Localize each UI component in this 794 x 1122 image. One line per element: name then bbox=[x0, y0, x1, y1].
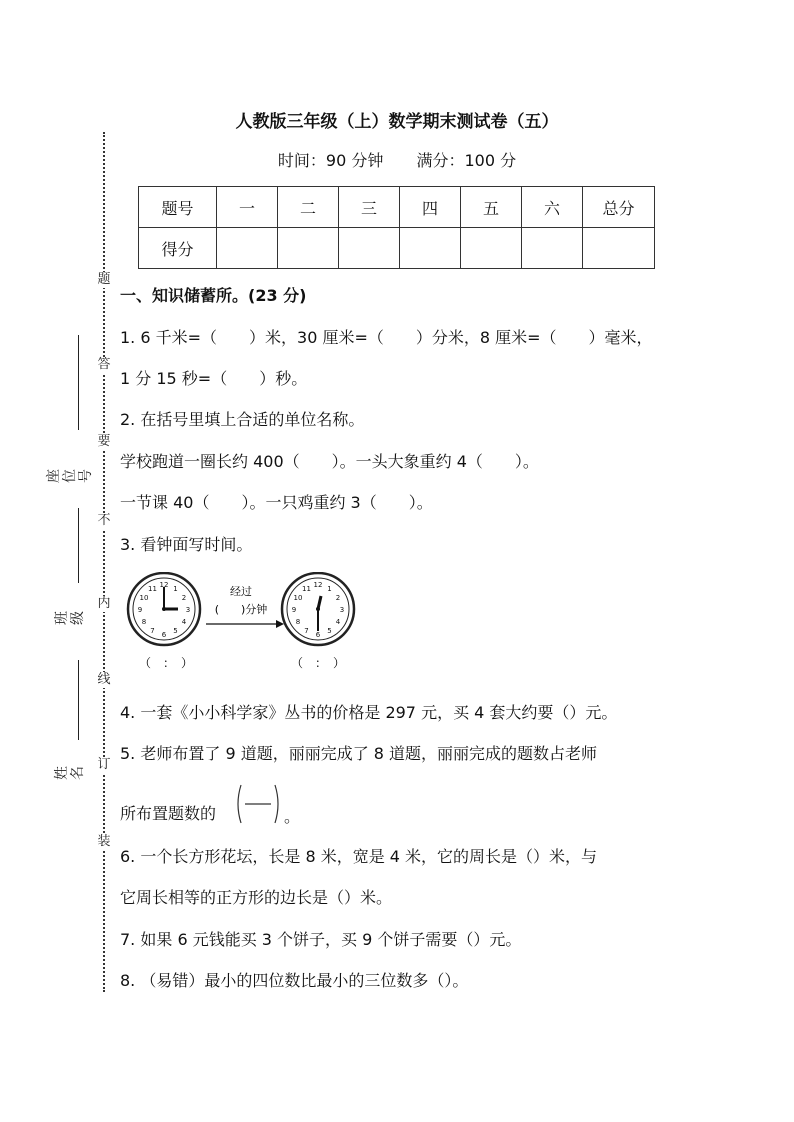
svg-text:11: 11 bbox=[302, 585, 311, 593]
clock-answer-left[interactable]: （ ： ） bbox=[138, 656, 194, 670]
score-input-cell[interactable] bbox=[461, 228, 522, 269]
svg-text:1: 1 bbox=[173, 585, 178, 593]
margin-hint-char: 内 bbox=[97, 596, 111, 611]
svg-text:4: 4 bbox=[335, 618, 341, 626]
svg-text:12: 12 bbox=[159, 581, 169, 589]
score-table-header-row bbox=[139, 187, 655, 228]
margin-hint-char: 订 bbox=[97, 757, 111, 772]
question-7: 7. 如果 6 元钱能买 3 个饼子，买 9 个饼子需要（）元。 bbox=[120, 930, 522, 949]
question-2-line-1: 学校跑道一圈长约 400（ ）。一头大象重约 4（ ）。 bbox=[120, 452, 539, 471]
score-input-cell[interactable] bbox=[583, 228, 655, 269]
svg-text:8: 8 bbox=[295, 618, 301, 626]
question-1-line-1: 1. 6 千米=（ ）米，30 厘米=（ ）分米，8 厘米=（ ）毫米， bbox=[120, 328, 653, 347]
clocks-svg bbox=[126, 572, 366, 672]
score-input-cell[interactable] bbox=[278, 228, 339, 269]
arrow bbox=[206, 584, 284, 628]
svg-text:2: 2 bbox=[335, 594, 341, 602]
clock-face-right bbox=[282, 573, 354, 645]
svg-text:1: 1 bbox=[327, 585, 332, 593]
margin-hint-char: 要 bbox=[97, 434, 111, 449]
score-table-cell: 题号 bbox=[139, 187, 217, 228]
svg-text:4: 4 bbox=[181, 618, 187, 626]
svg-text:10: 10 bbox=[293, 594, 303, 602]
question-6-line-2: 它周长相等的正方形的边长是（）米。 bbox=[120, 888, 393, 907]
svg-text:8: 8 bbox=[141, 618, 147, 626]
margin-hint-char: 不 bbox=[97, 513, 111, 528]
svg-text:6: 6 bbox=[161, 631, 167, 639]
question-5-line-1: 5. 老师布置了 9 道题，丽丽完成了 8 道题，丽丽完成的题数占老师 bbox=[120, 744, 598, 763]
exam-time: 时间：90 分钟 bbox=[277, 151, 384, 170]
arrow-bottom-text: ( )分钟 bbox=[214, 603, 268, 616]
fraction-answer-box[interactable] bbox=[233, 783, 283, 825]
question-2-line-2: 一节课 40（ ）。一只鸡重约 3（ ）。 bbox=[120, 493, 433, 512]
class-blank bbox=[78, 508, 79, 583]
clock-face-left bbox=[128, 573, 200, 645]
score-input-cell[interactable] bbox=[339, 228, 400, 269]
score-input-cell[interactable] bbox=[522, 228, 583, 269]
question-8: 8. （易错）最小的四位数比最小的三位数多（）。 bbox=[120, 971, 469, 990]
svg-text:12: 12 bbox=[313, 581, 323, 589]
svg-text:11: 11 bbox=[148, 585, 157, 593]
svg-text:10: 10 bbox=[139, 594, 149, 602]
svg-text:2: 2 bbox=[181, 594, 187, 602]
svg-text:9: 9 bbox=[291, 606, 297, 614]
svg-text:5: 5 bbox=[173, 627, 178, 635]
score-input-cell[interactable] bbox=[400, 228, 461, 269]
seat-number-label: 座位号 bbox=[46, 469, 94, 483]
question-1-line-2: 1 分 15 秒=（ ）秒。 bbox=[120, 369, 308, 388]
score-table-cell: 得分 bbox=[139, 228, 217, 269]
score-input-cell[interactable] bbox=[217, 228, 278, 269]
exam-subtitle bbox=[0, 148, 794, 171]
exam-full-score: 满分：100 分 bbox=[416, 151, 517, 170]
svg-text:5: 5 bbox=[327, 627, 332, 635]
seat-number-blank bbox=[78, 335, 79, 430]
margin-hint-char: 线 bbox=[97, 672, 111, 687]
svg-text:3: 3 bbox=[339, 606, 345, 614]
binding-dotted-line bbox=[103, 132, 105, 992]
score-table bbox=[138, 186, 655, 269]
svg-text:3: 3 bbox=[185, 606, 191, 614]
section-title: 一、知识储蓄所。(23 分) bbox=[120, 286, 307, 305]
name-label: 姓名 bbox=[54, 766, 86, 780]
arrow-top-text: 经过 bbox=[230, 585, 252, 598]
question-5-line-2-end: 。 bbox=[284, 807, 301, 826]
question-5-line-2-start: 所布置题数的 bbox=[120, 804, 217, 823]
exam-title: 人教版三年级（上）数学期末测试卷（五） bbox=[235, 112, 559, 132]
question-6-line-1: 6. 一个长方形花坛，长是 8 米，宽是 4 米，它的周长是（）米，与 bbox=[120, 847, 598, 866]
svg-text:6: 6 bbox=[315, 631, 321, 639]
score-table-score-row bbox=[139, 228, 655, 269]
score-table-cell: 二 bbox=[278, 187, 339, 228]
score-table-cell: 四 bbox=[400, 187, 461, 228]
name-blank bbox=[78, 660, 79, 740]
score-table-cell: 六 bbox=[522, 187, 583, 228]
score-table-cell: 一 bbox=[217, 187, 278, 228]
clock-answer-right[interactable]: （ ： ） bbox=[290, 656, 346, 670]
score-table-cell: 三 bbox=[339, 187, 400, 228]
question-2: 2. 在括号里填上合适的单位名称。 bbox=[120, 410, 365, 429]
svg-text:9: 9 bbox=[137, 606, 143, 614]
margin-hint-char: 装 bbox=[97, 834, 111, 849]
clock-diagram bbox=[126, 572, 366, 672]
question-3: 3. 看钟面写时间。 bbox=[120, 535, 253, 554]
svg-text:7: 7 bbox=[150, 627, 155, 635]
margin-hint-char: 答 bbox=[97, 357, 111, 372]
class-label: 班级 bbox=[54, 611, 86, 625]
fraction-bracket-icon bbox=[233, 783, 283, 825]
score-table-cell: 总分 bbox=[583, 187, 655, 228]
margin-hint-char: 题 bbox=[97, 272, 111, 287]
svg-text:7: 7 bbox=[304, 627, 309, 635]
question-4: 4. 一套《小小科学家》丛书的价格是 297 元，买 4 套大约要（）元。 bbox=[120, 703, 618, 722]
score-table-cell: 五 bbox=[461, 187, 522, 228]
